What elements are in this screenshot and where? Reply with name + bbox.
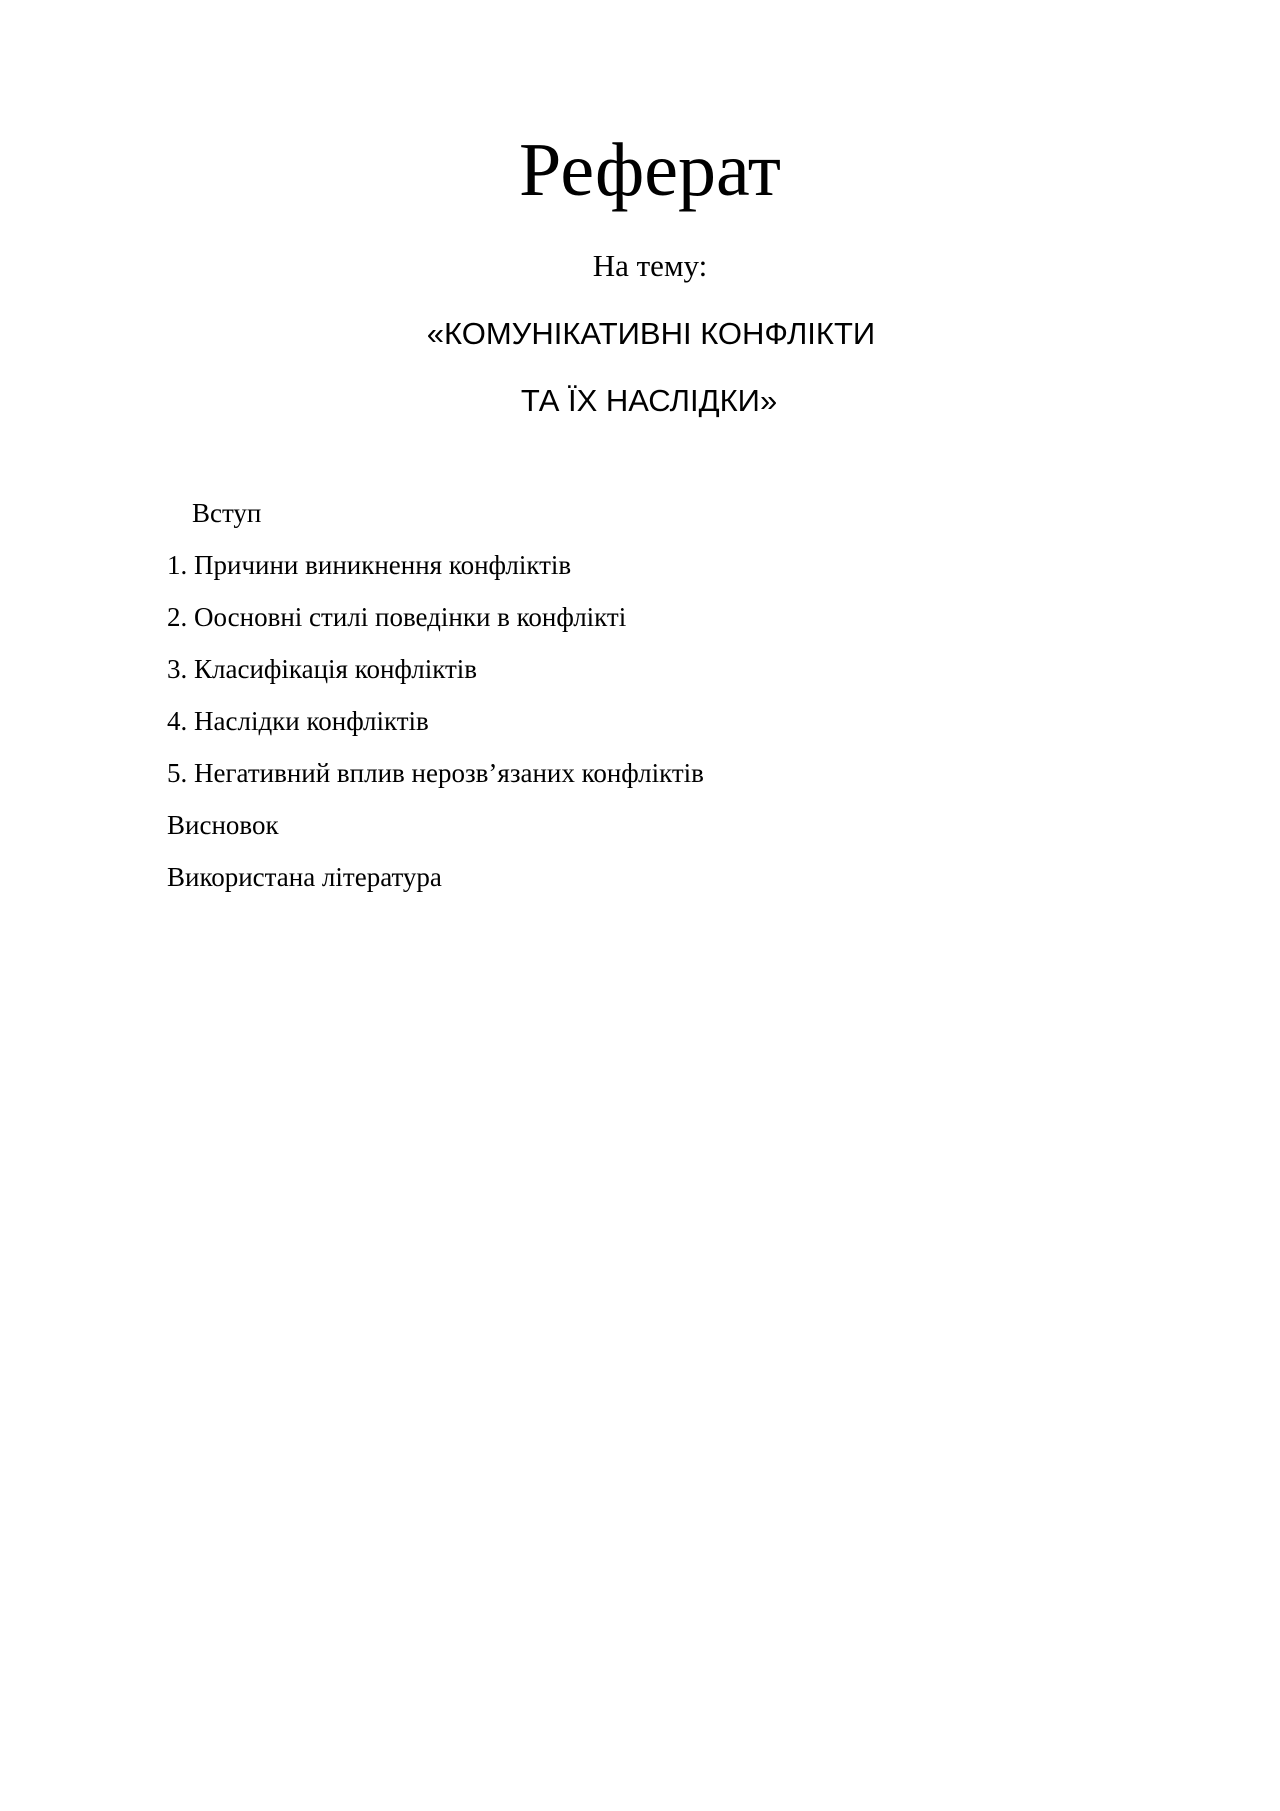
toc-item-2: 2. Оосновні стилі поведінки в конфлікті	[167, 602, 627, 632]
document-title: Реферат	[519, 128, 781, 212]
toc-item-conclusion: Висновок	[167, 810, 279, 840]
toc-item-introduction: Вступ	[192, 498, 262, 528]
toc-item-4: 4. Наслідки конфліктів	[167, 706, 429, 736]
topic-label: На тему:	[592, 248, 708, 283]
toc-item-5: 5. Негативний вплив нерозв’язаних конфліктів	[167, 758, 704, 788]
topic-title-line-1: «КОМУНІКАТИВНІ КОНФЛІКТИ	[426, 316, 876, 351]
toc-item-3: 3. Класифікація конфліктів	[167, 654, 478, 684]
toc-item-references: Використана література	[167, 862, 442, 892]
topic-title-line-2: ТА ЇХ НАСЛІДКИ»	[520, 383, 778, 418]
toc-item-1: 1. Причини виникнення конфліктів	[167, 550, 572, 580]
